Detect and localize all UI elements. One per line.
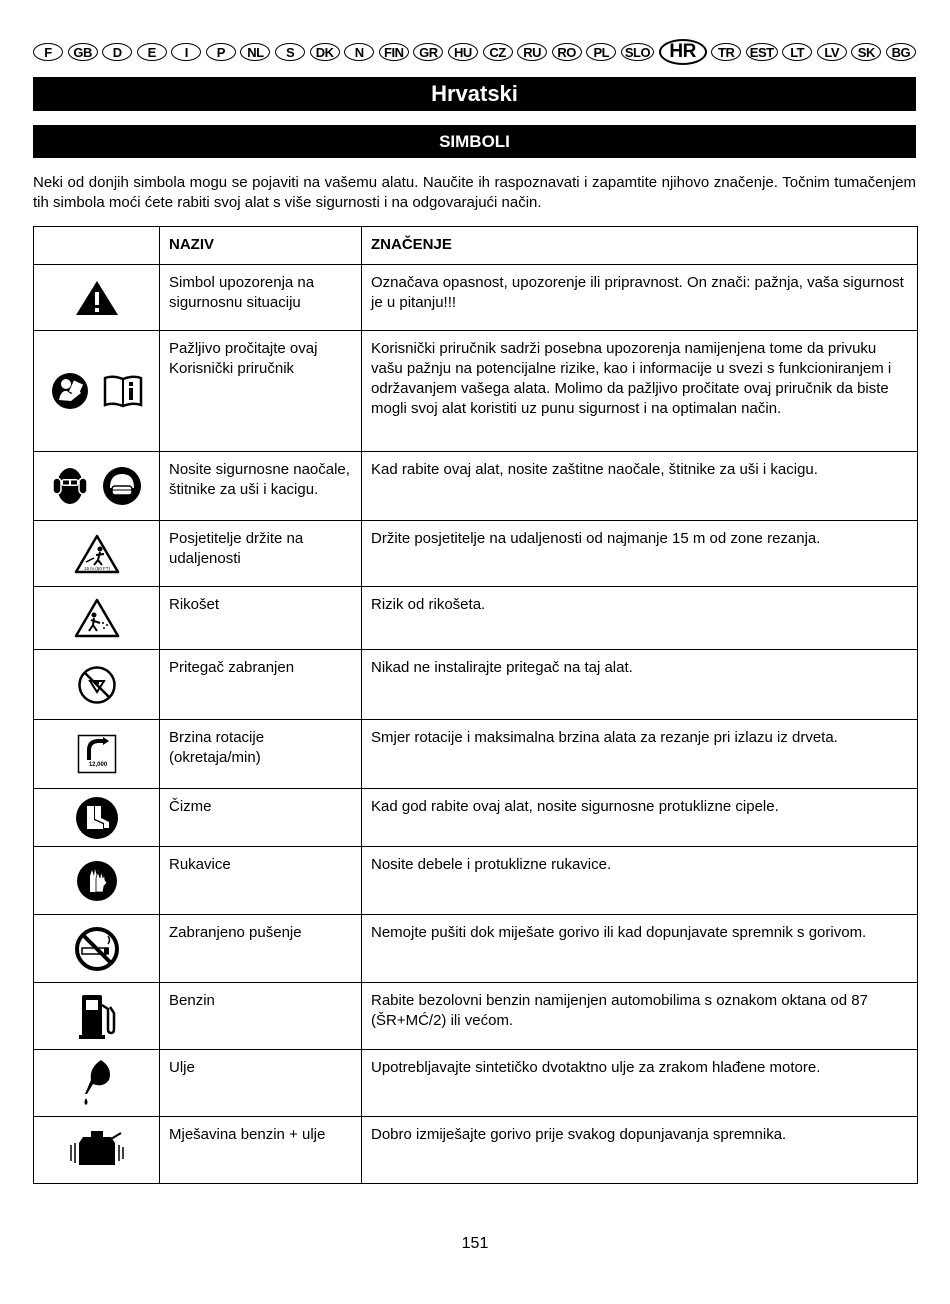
symbol-name: Benzin bbox=[160, 983, 362, 1050]
symbol-meaning: Označava opasnost, upozorenje ili pripravnost. On znači: pažnja, vaša sigurnost je u pitanju!!! bbox=[362, 265, 918, 331]
boots-icon bbox=[75, 796, 119, 840]
symbol-meaning: Kad rabite ovaj alat, nosite zaštitne naočale, štitnike za uši i kacigu. bbox=[362, 452, 918, 521]
keep-bystanders-away-icon bbox=[74, 534, 120, 574]
page-number: 151 bbox=[461, 1235, 489, 1252]
language-tab-i[interactable]: I bbox=[171, 43, 201, 61]
distance-label: 15 m (50 FT) bbox=[83, 565, 110, 571]
table-row bbox=[34, 983, 918, 1050]
language-tab-nl[interactable]: NL bbox=[240, 43, 270, 61]
language-tab-sk[interactable]: SK bbox=[851, 43, 881, 61]
symbol-meaning: Nemojte pušiti dok miješate gorivo ili kad dopunjavate spremnik s gorivom. bbox=[362, 915, 918, 983]
language-tab-slo[interactable]: SLO bbox=[621, 43, 654, 61]
no-tow-hitch-icon bbox=[77, 665, 117, 705]
language-tab-gb[interactable]: GB bbox=[68, 43, 98, 61]
rotation-speed-icon bbox=[77, 734, 117, 774]
table-row bbox=[34, 521, 918, 587]
language-tab-hu[interactable]: HU bbox=[448, 43, 478, 61]
icon-cell bbox=[34, 1117, 160, 1184]
icon-cell bbox=[34, 331, 160, 452]
language-tab-lv[interactable]: LV bbox=[817, 43, 847, 61]
symbol-name: Ulje bbox=[160, 1050, 362, 1117]
symbol-meaning: Nikad ne instalirajte pritegač na taj alat. bbox=[362, 650, 918, 720]
icon-cell bbox=[34, 789, 160, 847]
symbol-meaning: Držite posjetitelje na udaljenosti od najmanje 15 m od zone rezanja. bbox=[362, 521, 918, 587]
language-tab-lt[interactable]: LT bbox=[782, 43, 812, 61]
helmet-icon bbox=[102, 466, 142, 506]
warning-triangle-icon bbox=[74, 279, 120, 317]
symbol-meaning: Rabite bezolovni benzin namijenjen automobilima s oznakom oktana od 87 (ŠR+MĆ/2) ili većom. bbox=[362, 983, 918, 1050]
symbol-name: Zabranjeno pušenje bbox=[160, 915, 362, 983]
table-row bbox=[34, 452, 918, 521]
gloves-icon bbox=[76, 860, 118, 902]
table-row bbox=[34, 1050, 918, 1117]
table-row bbox=[34, 720, 918, 789]
language-tab-est[interactable]: EST bbox=[746, 43, 778, 61]
language-tab-ru[interactable]: RU bbox=[517, 43, 547, 61]
language-tab-d[interactable]: D bbox=[102, 43, 132, 61]
table-row bbox=[34, 331, 918, 452]
table-row bbox=[34, 847, 918, 915]
manual-book-icon bbox=[103, 374, 143, 408]
fuel-mix-can-icon bbox=[67, 1127, 127, 1173]
symbol-name: Nosite sigurnosne naočale, štitnike za uši i kacigu. bbox=[160, 452, 362, 521]
symbol-name: Mješavina benzin + ulje bbox=[160, 1117, 362, 1184]
symbol-meaning: Nosite debele i protuklizne rukavice. bbox=[362, 847, 918, 915]
icon-cell bbox=[34, 915, 160, 983]
intro-paragraph: Neki od donjih simbola mogu se pojaviti na vašemu alatu. Naučite ih raspoznavati i zapamtite njihovo značenje. Točnim tumačenjem tih simbola moći ćete rabiti svoj alat s više sigurnosti i na odgovarajući način. bbox=[33, 174, 916, 211]
symbol-name: Rikošet bbox=[160, 587, 362, 650]
header-name: NAZIV bbox=[160, 227, 362, 265]
icon-cell bbox=[34, 983, 160, 1050]
language-tab-tr[interactable]: TR bbox=[711, 43, 741, 61]
symbols-table bbox=[33, 226, 918, 1184]
max-speed-label: 12,000 bbox=[88, 762, 107, 768]
symbol-name: Brzina rotacije (okretaja/min) bbox=[160, 720, 362, 789]
symbol-meaning: Upotrebljavajte sintetičko dvotaktno ulje za zrakom hlađene motore. bbox=[362, 1050, 918, 1117]
table-row bbox=[34, 587, 918, 650]
symbol-name: Pritegač zabranjen bbox=[160, 650, 362, 720]
symbol-name: Posjetitelje držite na udaljenosti bbox=[160, 521, 362, 587]
symbol-meaning: Dobro izmiješajte gorivo prije svakog dopunjavanja spremnika. bbox=[362, 1117, 918, 1184]
language-tab-cz[interactable]: CZ bbox=[483, 43, 513, 61]
header-meaning: ZNAČENJE bbox=[362, 227, 918, 265]
symbol-name: Čizme bbox=[160, 789, 362, 847]
language-tab-e[interactable]: E bbox=[137, 43, 167, 61]
icon-cell bbox=[34, 847, 160, 915]
icon-cell bbox=[34, 650, 160, 720]
section-title: SIMBOLI bbox=[33, 125, 916, 158]
icon-cell bbox=[34, 521, 160, 587]
language-tab-fin[interactable]: FIN bbox=[379, 43, 409, 61]
table-row bbox=[34, 650, 918, 720]
language-tab-n[interactable]: N bbox=[344, 43, 374, 61]
no-smoking-icon bbox=[74, 926, 120, 972]
language-tab-s[interactable]: S bbox=[275, 43, 305, 61]
icon-cell bbox=[34, 587, 160, 650]
symbol-name: Pažljivo pročitajte ovaj Korisnički priručnik bbox=[160, 331, 362, 452]
table-row bbox=[34, 1117, 918, 1184]
language-tab-dk[interactable]: DK bbox=[310, 43, 340, 61]
symbol-meaning: Korisnički priručnik sadrži posebna upozorenja namijenjena tome da privuku vašu pažnju na potencijalne rizike, kao i informacije u svezi s funkcioniranjem i održavanjem vašega alata. Molimo da pažljivo pročitate ovaj priručnik da biste mogli svoj alat koristiti uz punu sigurnost i na optimalan način. bbox=[362, 331, 918, 452]
goggles-ear-protection-icon bbox=[52, 465, 88, 507]
table-row bbox=[34, 265, 918, 331]
page-title: Hrvatski bbox=[33, 77, 916, 111]
icon-cell bbox=[34, 720, 160, 789]
symbol-meaning: Kad god rabite ovaj alat, nosite sigurnosne protuklizne cipele. bbox=[362, 789, 918, 847]
table-header-row bbox=[34, 227, 918, 265]
icon-cell bbox=[34, 265, 160, 331]
language-bar bbox=[33, 39, 916, 65]
header-icon-column bbox=[34, 227, 160, 265]
icon-cell bbox=[34, 1050, 160, 1117]
language-tab-pl[interactable]: PL bbox=[586, 43, 616, 61]
language-tab-gr[interactable]: GR bbox=[413, 43, 443, 61]
language-tab-p[interactable]: P bbox=[206, 43, 236, 61]
language-tab-hr[interactable]: HR bbox=[659, 39, 707, 65]
table-row bbox=[34, 915, 918, 983]
read-manual-icon bbox=[51, 372, 89, 410]
oil-drop-icon bbox=[79, 1058, 115, 1108]
language-tab-ro[interactable]: RO bbox=[552, 43, 582, 61]
symbol-name: Simbol upozorenja na sigurnosnu situaciju bbox=[160, 265, 362, 331]
table-row bbox=[34, 789, 918, 847]
symbol-name: Rukavice bbox=[160, 847, 362, 915]
icon-cell bbox=[34, 452, 160, 521]
language-tab-bg[interactable]: BG bbox=[886, 43, 916, 61]
symbol-meaning: Rizik od rikošeta. bbox=[362, 587, 918, 650]
fuel-pump-icon bbox=[77, 991, 117, 1041]
ricochet-icon bbox=[74, 598, 120, 638]
language-tab-f[interactable]: F bbox=[33, 43, 63, 61]
symbol-meaning: Smjer rotacije i maksimalna brzina alata za rezanje pri izlazu iz drveta. bbox=[362, 720, 918, 789]
